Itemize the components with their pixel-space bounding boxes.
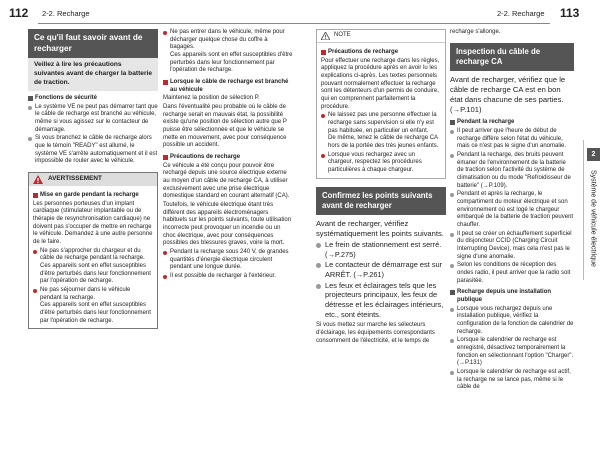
list-item: Ne pas entrer dans le véhicule, même pour décharger quelque chose du coffre à bagages. Ces appareils sont en effet susceptibles d'être perturbés dans leur fonctionnement par l'opération de recharge. <box>163 29 293 75</box>
left-chapter-title: 2-2. Recharge <box>42 9 90 18</box>
list-item: Pendant la recharge sous 240 V, de grandes quantités d'énergie électrique circulent pendant une longue durée. <box>163 249 293 272</box>
subheading-public-installation: Recharge depuis une installation publique <box>450 289 574 304</box>
warning-subheading: Mise en garde pendant la recharge <box>33 192 153 200</box>
precaution-list <box>163 249 293 281</box>
paragraph: Maintenez la position de sélection P. <box>163 95 260 102</box>
paragraph: Si vous mettez sur marche les sélecteurs d'éclairage, les équipements correspondants consomment de l'électricité, et le temps de <box>316 322 435 344</box>
column-2 <box>163 29 293 282</box>
column-3 <box>316 29 446 346</box>
section-subtitle: Veillez à lire les précautions suivantes avant de charger la batterie de traction. <box>28 58 158 91</box>
paragraph: recharge s'allonge. <box>450 29 501 35</box>
subheading-cable-connected: Lorsque le câble de recharge est branché au véhicule <box>163 79 293 94</box>
subheading-charging-precautions: Précautions de recharge <box>163 154 293 162</box>
note-body <box>317 43 445 178</box>
section-title-confirm: Confirmez les points suivants avant de recharger <box>316 187 446 215</box>
list-item: Il est possible de recharger à l'extérieur. <box>163 273 293 281</box>
public-installation-list <box>450 306 574 392</box>
paragraph: Toutefois, le véhicule électrique étant très différent des appareils électroménagers habituels sur les points suivants, toute utilisation incorrecte peut provoquer un incendie ou un choc électrique, avec pour conséquences possibles des blessures graves, voire la mort. <box>163 202 292 247</box>
list-item: Les feux et éclairages tels que les projecteurs principaux, les feux de détresse et les éclairages intérieurs, etc., sont éteints. <box>316 281 446 320</box>
warning-label: AVERTISSEMENT <box>48 175 102 183</box>
note-label: NOTE <box>334 32 351 39</box>
subheading-safety: Fonctions de sécurité <box>28 95 158 103</box>
section-intro: Avant de recharger, vérifiez que le câble de recharge CA est en bon état dans chacune de ses parties. (→P.101) <box>450 74 566 115</box>
section-title-before-charging: Ce qu'il faut savoir avant de recharger <box>28 29 158 58</box>
safety-list <box>28 104 158 166</box>
right-chapter-title: 2-2. Recharge <box>497 9 545 18</box>
column-4 <box>450 29 574 393</box>
caution-triangle-icon <box>321 32 330 40</box>
square-bullet-icon <box>321 50 326 55</box>
section-intro: Avant de recharger, vérifiez systématiquement les points suivants. <box>316 219 444 239</box>
warning-header <box>29 173 157 186</box>
list-item: Lorsque vous rechargez avec un chargeur, respectez les procédures particulières à chaque chargeur. <box>321 152 441 175</box>
list-item: Le frein de stationnement est serré. (→P.275) <box>316 240 446 259</box>
subheading-during-charging: Pendant la recharge <box>450 119 574 127</box>
left-header-rule <box>38 23 300 24</box>
note-paragraph: Pour effectuer une recharge dans les règles, appliquez la procédure après en avoir lu les explications ci-après. Les textes personnels pouvant normalement effectuer la recharge sont les détenteurs d'un permis de conduire, qui en comprennent parfaitement la procédure. <box>321 57 440 110</box>
square-bullet-icon <box>450 120 455 125</box>
square-bullet-icon <box>163 80 168 85</box>
chapter-tab: 2 <box>587 148 600 161</box>
continued-warning-list <box>163 29 293 75</box>
right-page-number: 113 <box>560 6 580 20</box>
warning-list <box>33 248 153 326</box>
chapter-sidebar <box>583 158 600 278</box>
square-bullet-icon <box>33 193 38 198</box>
warning-paragraph: Les personnes porteuses d'un implant cardiaque (stimulateur implantable ou de thérapie de resynchronisation cardiaque) ne doivent pas s'occuper de mettre en recharge le véhicule. Demandez à une autre personne de le faire. <box>33 200 153 246</box>
check-list <box>316 240 446 319</box>
note-header <box>317 30 445 43</box>
paragraph: Ce véhicule a été conçu pour pouvoir être rechargé depuis une source électrique externe au moyen d'un câble de recharge CA, à utiliser exclusivement avec une prise électrique domestique standard en courant alternatif (CA). <box>163 162 290 200</box>
warning-triangle-icon <box>33 175 43 184</box>
list-item: Ne pas s'approcher du chargeur et du câble de recharge pendant la recharge. Ces appareils sont en effet susceptibles d'être perturbés dans leur fonctionnement par l'opération de recharge. <box>33 248 153 286</box>
list-item: Le système VE ne peut pas démarrer tant que le câble de recharge est branché au véhicule, même si vous agissez sur le contacteur de démarrage. <box>28 104 158 135</box>
right-header-rule <box>300 23 550 24</box>
warning-box <box>28 172 158 329</box>
note-list <box>321 112 441 174</box>
list-item: Lorsque vous rechargez depuis une installation publique, vérifiez la configuration de la fonction de calendrier de recharge. <box>450 306 574 337</box>
note-subheading: Précautions de recharge <box>321 49 441 57</box>
warning-body <box>29 186 157 328</box>
square-bullet-icon <box>28 96 33 101</box>
list-item: Le contacteur de démarrage est sur ARRÊT. (→P.261) <box>316 260 446 279</box>
section-title-cable-inspection: Inspection du câble de recharge CA <box>450 43 574 71</box>
list-item: Ne laissez pas une personne effectuer la recharge sans supervision si elle n'y est pas habituée, en particulier un enfant. De même, tenez le câble de recharge CA hors de la portée des très jeunes enfants. <box>321 112 441 150</box>
list-item: Lorsque le calendrier de recharge est enregistré, désactivez temporairement la fonction en sélectionnant l'option "Charger". (→P.131) <box>450 337 574 368</box>
list-item: Il peut arriver que l'heure de début de recharge diffère selon l'état du véhicule, mais ce n'est pas le signe d'un anomalie. <box>450 128 574 151</box>
list-item: Si vous branchez le câble de recharge alors que le témoin "READY" est allumé, le système VE s'arrête automatiquement et il est impossible de rouler avec le véhicule. <box>28 135 158 166</box>
column-1 <box>28 29 158 329</box>
note-box <box>316 29 446 179</box>
list-item: Il peut se créer un échauffement superficiel du disjoncteur CCID (Charging Circuit Interrupting Device), mais cela n'est pas le signe d'une anomalie. <box>450 231 574 262</box>
list-item: Pendant et après la recharge, le compartiment du moteur électrique et son environnement où est logé le chargeur embarqué de la batterie de traction peuvent chauffer. <box>450 191 574 229</box>
during-charging-list <box>450 128 574 285</box>
square-bullet-icon <box>163 155 168 160</box>
list-item: Selon les conditions de réception des ondes radio, il peut arriver que la radio soit parasitée. <box>450 262 574 285</box>
left-page-number: 112 <box>9 6 29 20</box>
square-bullet-icon <box>450 290 455 295</box>
chapter-sidebar-label: Système de véhicule électrique <box>589 169 597 267</box>
list-item: Ne pas séjourner dans le véhicule pendant la recharge. Ces appareils sont en effet susceptibles d'être perturbés dans leur fonctionnement par l'opération de recharge. <box>33 287 153 325</box>
list-item: Lorsque le calendrier de recharge est actif, la recharge ne se lance pas, même si le câble de <box>450 369 574 392</box>
list-item: Pendant la recharge, des bruits peuvent émaner de l'environnement de la batterie de traction selon l'activité du système de climatisation ou du mode "Refroidisseur de batterie" (→P.109). <box>450 152 574 190</box>
paragraph: Dans l'éventualité peu probable où le câble de recharge serait en mauvais état, la possibilité existe qu'une position de sélection autre que P puisse être sélectionnée et que le véhicule se mette en mouvement, avec pour conséquence possible un accident. <box>163 104 287 149</box>
